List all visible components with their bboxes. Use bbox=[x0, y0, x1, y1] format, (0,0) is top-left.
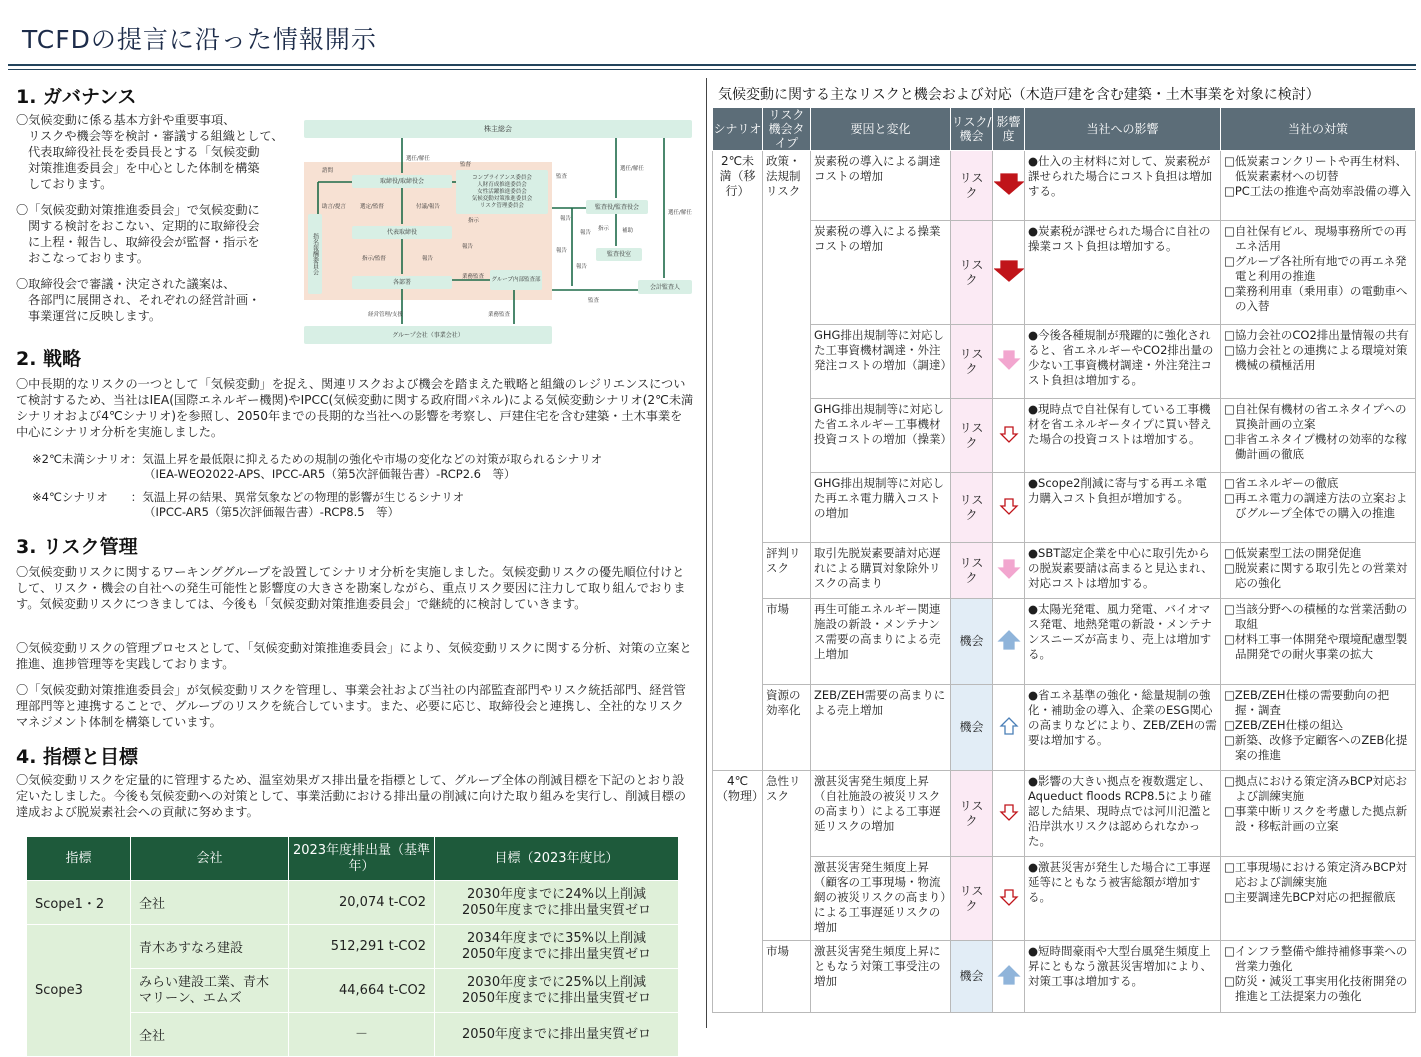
scenario-note-4c: ※4℃シナリオ ：気温上昇の結果、異常気象などの物理的影響が生じるシナリオ （IPCC-AR5（第5次評価報告書）-RCP8.5 等） bbox=[32, 490, 465, 519]
risk-type-cell: 市場 bbox=[763, 941, 811, 1013]
table-row: みらい建設工業、青木マリーン、エムズ 44,664 t-CO2 2030年度までに25%以上削減 2050年度までに排出量実質ゼロ bbox=[27, 969, 679, 1013]
factor-cell: GHG排出規制等に対応した省エネルギー工事機材投資コストの増加（操業） bbox=[811, 399, 951, 473]
arrow-down-icon bbox=[994, 259, 1024, 283]
title-rule-thin bbox=[8, 69, 1416, 70]
arrow-down-icon bbox=[994, 422, 1024, 446]
arrow-down-icon bbox=[994, 885, 1024, 909]
arrow-down-icon bbox=[994, 348, 1024, 372]
risk-mgmt-para-3: 〇「気候変動対策推進委員会」が気候変動リスクを管理し、事業会社および当社の内部監査部門やリスク統括部門、経営管理部門等と連携することで、グループのリスクを統合しています。また、必要に応じ、取締役会と連携し、全社的なリスクマネジメント体制を構築しています。 bbox=[16, 683, 686, 729]
measure-item: □拠点における策定済みBCP対応および訓練実施 bbox=[1224, 774, 1408, 803]
gov-label: 業務監査 bbox=[462, 274, 485, 280]
page-title: TCFDの提言に沿った情報開示 bbox=[22, 25, 377, 54]
impact-cell bbox=[993, 399, 1025, 473]
scenario-cell: 4℃（物理） bbox=[713, 771, 763, 1013]
arrow-up-icon bbox=[994, 714, 1024, 738]
factor-cell: 激甚災害発生頻度上昇（自社施設の被災リスクの高まり）による工事遅延リスクの増加 bbox=[811, 771, 951, 857]
kind-cell: リスク bbox=[951, 543, 993, 599]
measures-cell bbox=[1221, 151, 1416, 221]
strategy-text: 〇中長期的なリスクの一つとして「気候変動」を捉え、関連リスクおよび機会を踏まえた戦略と組織のレジリエンスについて検討するため、当社はIEA(国際エネルギー機関)やIPCC(気候変動に関する政府間パネル)による気候変動シナリオ(2℃未満シナリオおよび4℃シナリオ)を参照し、2050年までの長期的な当社への影響を考察し、戸建住宅を含む建築・土木事業を中心にシナリオ分析を実施しました。 bbox=[16, 377, 694, 439]
table-row bbox=[713, 857, 1416, 941]
measure-item: □協力会社のCO2排出量情報の共有 bbox=[1224, 328, 1409, 342]
measures-cell bbox=[1221, 771, 1416, 857]
measure-item: □工事現場における策定済みBCP対応および訓練実施 bbox=[1224, 860, 1408, 889]
ceo-box: 代表取締役 bbox=[352, 226, 452, 239]
measure-item: □防災・減災工事実用化技術開発の推進と工法提案力の強化 bbox=[1224, 974, 1408, 1003]
impact-cell bbox=[993, 857, 1025, 941]
gov-label: 選定/監督 bbox=[360, 204, 384, 210]
risk-table-title: 気候変動に関する主なリスクと機会および対応（木造戸建を含む建築・土木事業を対象に検討） bbox=[718, 87, 1320, 103]
factor-cell: 炭素税の導入による操業コストの増加 bbox=[811, 221, 951, 325]
effect-cell: ●激甚災害が発生した場合に工事遅延等にともなう被害総額が増加する。 bbox=[1025, 857, 1221, 941]
measure-item: □省エネルギーの徹底 bbox=[1224, 476, 1339, 490]
measures-cell bbox=[1221, 473, 1416, 543]
measure-item: □低炭素コンクリートや再生材料、低炭素素材への切替 bbox=[1224, 154, 1408, 183]
table-row bbox=[713, 325, 1416, 399]
table-row bbox=[713, 685, 1416, 771]
risk-type-cell: 政策・法規制リスク bbox=[763, 151, 811, 543]
arrow-up-icon bbox=[994, 628, 1024, 652]
risk-mgmt-para-1: 〇気候変動リスクに関するワーキンググループを設置してシナリオ分析を実施しました。気候変動リスクの優先順位付けとして、リスク・機会の自社への発生可能性と影響度の大きさを勘案しながら、重点リスク要因に注力して取り組んでおります。気候変動リスクにつきましては、今後も「気候変動対策推進委員会」で継続的に検討していきます。 bbox=[16, 565, 686, 611]
governance-diagram bbox=[304, 118, 704, 348]
kind-cell: リスク bbox=[951, 771, 993, 857]
gov-label: 報告 bbox=[576, 264, 588, 270]
gov-label: 監督 bbox=[460, 162, 472, 168]
metrics-col-goal: 目標（2023年度比） bbox=[435, 837, 679, 881]
measures-cell bbox=[1221, 543, 1416, 599]
kind-cell: リスク bbox=[951, 473, 993, 543]
impact-cell bbox=[993, 771, 1025, 857]
kind-cell: 機会 bbox=[951, 941, 993, 1013]
col-measures: 当社の対策 bbox=[1221, 108, 1416, 151]
effect-cell: ●Scope2削減に寄与する再エネ電力購入コスト負担が増加する。 bbox=[1025, 473, 1221, 543]
gov-label: 選任/解任 bbox=[620, 166, 644, 172]
measure-item: □非省エネタイプ機材の効率的な稼働計画の徹底 bbox=[1224, 432, 1407, 461]
measure-item: □脱炭素に関する取引先との営業対応の強化 bbox=[1224, 561, 1408, 590]
factor-cell: 再生可能エネルギー関連施設の新設・メンテナンス需要の高まりによる売上増加 bbox=[811, 599, 951, 685]
impact-cell bbox=[993, 473, 1025, 543]
effect-cell: ●炭素税が課せられた場合に自社の操業コスト負担は増加する。 bbox=[1025, 221, 1221, 325]
gov-label: 報告 bbox=[422, 256, 434, 262]
kind-cell: リスク bbox=[951, 221, 993, 325]
table-row: 全社 － 2050年度までに排出量実質ゼロ bbox=[27, 1013, 679, 1057]
effect-cell: ●今後各種規制が飛躍的に強化されると、省エネルギーやCO2排出量の少ない工事資機材調達・外注発注コスト負担は増加する。 bbox=[1025, 325, 1221, 399]
audit-board-box: 監査役/監査役会 bbox=[586, 200, 648, 214]
table-row bbox=[713, 941, 1416, 1013]
table-row bbox=[713, 599, 1416, 685]
scenario-note-2c: ※2℃未満シナリオ：気温上昇を最低限に抑えるための規制の強化や市場の変化などの対策が取られるシナリオ （IEA-WEO2022-APS、IPCC-AR5（第5次評価報告書）-RCP2.6 等） bbox=[32, 452, 603, 481]
table-row bbox=[713, 221, 1416, 325]
gov-label: 選任/解任 bbox=[406, 156, 430, 162]
gov-label: 監査 bbox=[556, 174, 568, 180]
impact-cell bbox=[993, 151, 1025, 221]
gov-label: 経営管理/支援 bbox=[368, 312, 403, 318]
effect-cell: ●影響の大きい拠点を複数選定し、Aqueduct floods RCP8.5により確認した結果、現時点では河川氾濫と沿岸洪水リスクは認められなかった。 bbox=[1025, 771, 1221, 857]
col-kind: リスク/機会 bbox=[951, 108, 993, 151]
effect-cell: ●現時点で自社保有している工事機材を省エネルギータイプに買い替えた場合の投資コストは増加する。 bbox=[1025, 399, 1221, 473]
kind-cell: リスク bbox=[951, 399, 993, 473]
gov-label: 指示 bbox=[468, 218, 480, 224]
measures-cell bbox=[1221, 685, 1416, 771]
table-row bbox=[713, 543, 1416, 599]
measures-cell bbox=[1221, 599, 1416, 685]
factor-cell: 炭素税の導入による調達コストの増加 bbox=[811, 151, 951, 221]
risk-type-cell: 資源の効率化 bbox=[763, 685, 811, 771]
measure-item: □ZEB/ZEH仕様の需要動向の把握・調査 bbox=[1224, 688, 1390, 717]
measure-item: □インフラ整備や維持補修事業への営業力強化 bbox=[1224, 944, 1408, 973]
measure-item: □協力会社との連携による環境対策機械の積極活用 bbox=[1224, 343, 1408, 372]
risk-mgmt-heading: 3. リスク管理 bbox=[16, 536, 138, 558]
measures-cell bbox=[1221, 325, 1416, 399]
risk-type-cell: 急性リスク bbox=[763, 771, 811, 941]
measure-item: □自社保有ビル、現場事務所での再エネ活用 bbox=[1224, 224, 1407, 253]
gov-label: 報告 bbox=[556, 248, 568, 254]
col-impact: 影響度 bbox=[993, 108, 1025, 151]
measure-item: □低炭素型工法の開発促進 bbox=[1224, 546, 1362, 560]
governance-heading: 1. ガバナンス bbox=[16, 86, 137, 108]
risk-table bbox=[712, 107, 1416, 1013]
arrow-down-icon bbox=[994, 557, 1024, 581]
measure-item: □自社保有機材の省エネタイプへの買換計画の立案 bbox=[1224, 402, 1407, 431]
gov-label: 助言/提言 bbox=[322, 204, 346, 210]
gov-label: 諮問 bbox=[322, 168, 334, 174]
measure-item: □事業中断リスクを考慮した拠点新設・移転計画の立案 bbox=[1224, 804, 1408, 833]
gov-label: 報告 bbox=[560, 216, 572, 222]
gov-label: 選任/解任 bbox=[668, 210, 692, 216]
kind-cell: リスク bbox=[951, 151, 993, 221]
nominating-committee-box: 指名報酬委員会 bbox=[308, 214, 322, 294]
gov-label: 補助 bbox=[622, 228, 634, 234]
effect-cell: ●仕入の主材料に対して、炭素税が課せられた場合にコスト負担は増加する。 bbox=[1025, 151, 1221, 221]
arrow-down-icon bbox=[994, 494, 1024, 518]
col-effect: 当社への影響 bbox=[1025, 108, 1221, 151]
column-divider bbox=[706, 78, 707, 1028]
measure-item: □新築、改修予定顧客へのZEB化提案の推進 bbox=[1224, 733, 1408, 762]
measure-item: □主要調達先BCP対応の把握徹底 bbox=[1224, 890, 1396, 904]
departments-box: 各部署 bbox=[352, 276, 452, 289]
factor-cell: GHG排出規制等に対応した再エネ電力購入コストの増加 bbox=[811, 473, 951, 543]
measure-item: □グループ各社所有地での再エネ発電と利用の推進 bbox=[1224, 254, 1407, 283]
effect-cell: ●省エネ基準の強化・総量規制の強化・補助金の導入、企業のESG関心の高まりなどにより、ZEB/ZEHの需要は増加する。 bbox=[1025, 685, 1221, 771]
shareholders-box: 株主総会 bbox=[304, 120, 692, 138]
risk-mgmt-para-2: 〇気候変動リスクの管理プロセスとして、「気候変動対策推進委員会」により、気候変動リスクに関する分析、対策の立案と推進、進捗管理等を実践しております。 bbox=[16, 641, 692, 671]
col-factor: 要因と変化 bbox=[811, 108, 951, 151]
metrics-col-indicator: 指標 bbox=[27, 837, 131, 881]
gov-label: 報告 bbox=[580, 230, 592, 236]
gov-label: 指示/監督 bbox=[362, 256, 386, 262]
gov-label: 監査 bbox=[588, 298, 600, 304]
measure-item: □ZEB/ZEH仕様の組込 bbox=[1224, 718, 1344, 732]
gov-label: 指示 bbox=[598, 226, 610, 232]
measure-item: □再エネ電力の調達方法の立案およびグループ全体での購入の推進 bbox=[1224, 491, 1408, 520]
internal-audit-box: グループ内部監査部 bbox=[490, 270, 542, 290]
arrow-down-icon bbox=[994, 800, 1024, 824]
impact-cell bbox=[993, 221, 1025, 325]
measures-cell bbox=[1221, 941, 1416, 1013]
auditor-office-box: 監査役室 bbox=[596, 248, 642, 261]
table-row: Scope1・2 全社 20,074 t-CO2 2030年度までに24%以上削減 2050年度までに排出量実質ゼロ bbox=[27, 881, 679, 925]
table-row: Scope3 青木あすなろ建設 512,291 t-CO2 2034年度までに35%以上削減 2050年度までに排出量実質ゼロ bbox=[27, 925, 679, 969]
measure-item: □当該分野への積極的な営業活動の取組 bbox=[1224, 602, 1408, 631]
table-row bbox=[713, 473, 1416, 543]
metrics-heading: 4. 指標と目標 bbox=[16, 746, 139, 768]
arrow-up-icon bbox=[994, 963, 1024, 987]
effect-cell: ●短時間豪雨や大型台風発生頻度上昇にともなう激甚災害増加により、対策工事は増加する。 bbox=[1025, 941, 1221, 1013]
metrics-table bbox=[26, 836, 679, 1057]
accountant-box: 会計監査人 bbox=[638, 280, 692, 294]
scenario-cell: 2℃未満（移行） bbox=[713, 151, 763, 771]
measure-item: □PC工法の推進や高効率設備の導入 bbox=[1224, 184, 1411, 198]
arrow-down-icon bbox=[994, 172, 1024, 196]
kind-cell: 機会 bbox=[951, 599, 993, 685]
effect-cell: ●SBT認定企業を中心に取引先からの脱炭素要請は高まると見込まれ、対応コストは増加する。 bbox=[1025, 543, 1221, 599]
gov-label: 業務監査 bbox=[488, 312, 511, 318]
measures-cell bbox=[1221, 399, 1416, 473]
kind-cell: 機会 bbox=[951, 685, 993, 771]
col-type: リスク機会タイプ bbox=[763, 108, 811, 151]
governance-text: 〇気候変動に係る基本方針や重要事項、 リスクや機会等を検討・審議する組織として、 代表取締役社長を委員長とする「気候変動 対策推進委員会」を中心とした体制を構築 しております。 〇「気候変動対策推進委員会」で気候変動に 関する検討をおこない、定期的に取締役会 に上程・報告し、取締役会が監督・指示を おこなっております。 〇取締役会で審議・決定された議案は、 各部門に展開され、それぞれの経営計画・ 事業運営に反映します。 bbox=[16, 113, 284, 323]
table-row bbox=[713, 771, 1416, 857]
strategy-heading: 2. 戦略 bbox=[16, 348, 82, 370]
gov-label: 付議/報告 bbox=[416, 204, 440, 210]
measures-cell bbox=[1221, 857, 1416, 941]
table-row bbox=[713, 151, 1416, 221]
measures-cell bbox=[1221, 221, 1416, 325]
factor-cell: 激甚災害発生頻度上昇にともなう対策工事受注の増加 bbox=[811, 941, 951, 1013]
effect-cell: ●太陽光発電、風力発電、バイオマス発電、地熱発電の新設・メンテナンスニーズが高まり、売上は増加する。 bbox=[1025, 599, 1221, 685]
metrics-col-emission: 2023年度排出量（基準年） bbox=[289, 837, 435, 881]
metrics-text: 〇気候変動リスクを定量的に管理するため、温室効果ガス排出量を指標として、グループ全体の削減目標を下記のとおり設定いたしました。今後も気候変動への対策として、事業活動における排出量の削減に向けた取り組みを実行し、削減目標の達成および脱炭素社会への貢献に努めます。 bbox=[16, 773, 687, 819]
col-scenario: シナリオ bbox=[713, 108, 763, 151]
impact-cell bbox=[993, 543, 1025, 599]
impact-cell bbox=[993, 941, 1025, 1013]
measure-item: □業務利用車（乗用車）の電動車への入替 bbox=[1224, 284, 1408, 313]
impact-cell bbox=[993, 325, 1025, 399]
group-companies-box: グループ会社（事業会社） bbox=[304, 326, 552, 344]
factor-cell: ZEB/ZEH需要の高まりによる売上増加 bbox=[811, 685, 951, 771]
governance-arrows bbox=[304, 118, 704, 348]
kind-cell: リスク bbox=[951, 857, 993, 941]
factor-cell: 激甚災害発生頻度上昇（顧客の工事現場・物流網の被災リスクの高まり）による工事遅延リスクの増加 bbox=[811, 857, 951, 941]
risk-type-cell: 市場 bbox=[763, 599, 811, 685]
gov-label: 報告 bbox=[462, 244, 474, 250]
impact-cell bbox=[993, 685, 1025, 771]
table-row bbox=[713, 399, 1416, 473]
committees-box: コンプライアンス委員会 人財育成推進委員会 女性活躍推進委員会 気候変動対策推進委員会 リスク管理委員会 bbox=[456, 170, 548, 214]
metrics-col-company: 会社 bbox=[131, 837, 289, 881]
factor-cell: GHG排出規制等に対応した工事資機材調達・外注発注コストの増加（調達） bbox=[811, 325, 951, 399]
impact-cell bbox=[993, 599, 1025, 685]
measure-item: □材料工事一体開発や環境配慮型製品開発での耐火事業の拡大 bbox=[1224, 632, 1408, 661]
board-box: 取締役/取締役会 bbox=[352, 175, 452, 188]
factor-cell: 取引先脱炭素要請対応遅れによる購買対象除外リスクの高まり bbox=[811, 543, 951, 599]
risk-type-cell: 評判リスク bbox=[763, 543, 811, 599]
kind-cell: リスク bbox=[951, 325, 993, 399]
title-rule bbox=[8, 64, 1416, 66]
